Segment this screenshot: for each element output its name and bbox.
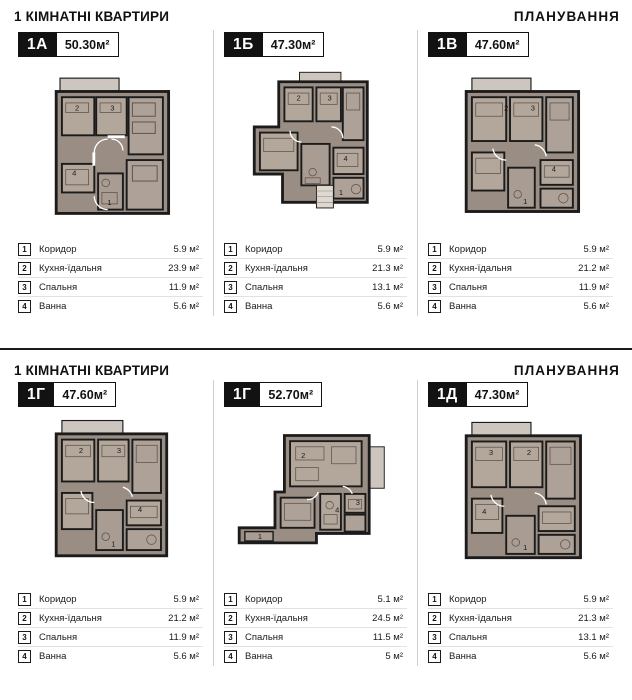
room-name: Спальня xyxy=(449,631,488,643)
room-name: Ванна xyxy=(39,651,67,662)
room-number: 3 xyxy=(428,281,441,294)
svg-text:1: 1 xyxy=(523,196,528,206)
room-area: 5.6 м² xyxy=(173,301,199,312)
room-area: 5.9 м² xyxy=(377,243,403,255)
apartment-code: 1Г xyxy=(224,382,260,407)
list-item xyxy=(18,609,203,628)
apartment-badge xyxy=(224,32,413,57)
page-subtitle: ПЛАНУВАННЯ xyxy=(513,9,620,24)
floor-plan-drawing xyxy=(226,61,405,236)
room-list xyxy=(224,240,407,316)
svg-text:4: 4 xyxy=(72,168,77,178)
floor-plan-drawing xyxy=(430,411,611,586)
apartment-area: 47.30м² xyxy=(467,382,529,407)
list-item xyxy=(224,259,407,278)
svg-text:2: 2 xyxy=(526,447,532,457)
room-area: 5.9 м² xyxy=(173,243,199,255)
room-list xyxy=(428,590,613,666)
room-number: 4 xyxy=(224,650,237,663)
floor-plan-drawing xyxy=(20,411,201,586)
room-area: 11.9 м² xyxy=(578,281,609,293)
svg-text:2: 2 xyxy=(301,451,306,461)
svg-text:4: 4 xyxy=(551,164,556,174)
svg-text:2: 2 xyxy=(78,445,84,455)
room-name: Коридор xyxy=(39,243,77,255)
list-item xyxy=(224,297,407,316)
list-item xyxy=(428,609,613,628)
svg-text:1: 1 xyxy=(523,543,528,553)
room-list xyxy=(18,240,203,316)
list-item xyxy=(18,590,203,609)
apartment-code: 1Г xyxy=(18,382,54,407)
apartment-code: 1Д xyxy=(428,382,467,407)
floor-plan-drawing xyxy=(430,61,611,236)
room-number: 3 xyxy=(18,281,31,294)
room-area: 13.1 м² xyxy=(372,281,403,293)
room-area: 11.9 м² xyxy=(168,281,199,293)
room-number: 4 xyxy=(18,300,31,313)
apartment-area: 52.70м² xyxy=(260,382,322,407)
svg-text:3: 3 xyxy=(488,447,494,457)
room-name: Спальня xyxy=(39,631,78,643)
apartment-card[interactable] xyxy=(8,30,213,316)
cards-row xyxy=(0,380,632,666)
list-item xyxy=(224,647,407,666)
room-area: 11.5 м² xyxy=(372,631,403,643)
room-number: 3 xyxy=(224,281,237,294)
apartments-panel-2 xyxy=(0,350,632,700)
svg-text:1: 1 xyxy=(338,187,344,197)
room-number: 1 xyxy=(428,593,441,606)
room-name: Ванна xyxy=(449,651,477,662)
list-item xyxy=(224,278,407,297)
apartment-area: 50.30м² xyxy=(57,32,119,57)
room-name: Коридор xyxy=(449,243,487,255)
apartment-code: 1А xyxy=(18,32,57,57)
apartment-area: 47.60м² xyxy=(54,382,116,407)
room-name: Кухня-їдальня xyxy=(449,262,512,274)
room-name: Кухня-їдальня xyxy=(449,612,512,624)
room-list xyxy=(428,240,613,316)
room-number: 1 xyxy=(428,243,441,256)
apartment-badge xyxy=(428,32,619,57)
list-item xyxy=(428,240,613,259)
apartment-badge xyxy=(224,382,413,407)
room-number: 2 xyxy=(224,262,237,275)
room-area: 5.6 м² xyxy=(173,651,199,662)
room-name: Ванна xyxy=(245,301,273,312)
room-area: 5.9 м² xyxy=(583,243,609,255)
list-item xyxy=(18,259,203,278)
room-list xyxy=(224,590,407,666)
list-item xyxy=(18,240,203,259)
room-number: 3 xyxy=(428,631,441,644)
apartment-code: 1Б xyxy=(224,32,263,57)
svg-text:2: 2 xyxy=(296,93,301,103)
room-name: Коридор xyxy=(245,593,283,605)
room-number: 4 xyxy=(18,650,31,663)
room-number: 3 xyxy=(18,631,31,644)
room-name: Ванна xyxy=(449,301,477,312)
room-area: 5.6 м² xyxy=(377,301,403,312)
room-name: Кухня-їдальня xyxy=(39,262,102,274)
page-title: 1 КІМНАТНІ КВАРТИРИ xyxy=(14,9,170,24)
room-name: Ванна xyxy=(245,651,273,662)
svg-text:3: 3 xyxy=(327,93,332,103)
room-number: 1 xyxy=(224,243,237,256)
list-item xyxy=(428,590,613,609)
room-number: 2 xyxy=(18,262,31,275)
list-item xyxy=(18,297,203,316)
page-subtitle: ПЛАНУВАННЯ xyxy=(513,362,620,378)
list-item xyxy=(18,278,203,297)
apartment-card[interactable] xyxy=(213,380,418,666)
room-area: 5 м² xyxy=(385,651,403,662)
apartment-area: 47.60м² xyxy=(467,32,529,57)
room-name: Спальня xyxy=(39,281,78,293)
floor-plan-drawing xyxy=(20,61,201,236)
room-number: 2 xyxy=(18,612,31,625)
room-area: 5.6 м² xyxy=(583,651,609,662)
room-area: 21.3 м² xyxy=(372,262,403,274)
room-number: 4 xyxy=(224,300,237,313)
room-number: 3 xyxy=(224,631,237,644)
room-area: 13.1 м² xyxy=(578,631,609,643)
svg-text:1: 1 xyxy=(257,532,263,542)
room-number: 2 xyxy=(428,262,441,275)
svg-text:1: 1 xyxy=(107,197,112,207)
svg-text:3: 3 xyxy=(110,103,115,113)
list-item xyxy=(224,590,407,609)
room-area: 5.6 м² xyxy=(583,301,609,312)
svg-text:3: 3 xyxy=(355,498,360,508)
room-name: Коридор xyxy=(39,593,77,605)
svg-text:3: 3 xyxy=(116,445,122,455)
cards-row xyxy=(0,30,632,316)
svg-text:4: 4 xyxy=(343,153,348,163)
room-number: 4 xyxy=(428,650,441,663)
room-name: Спальня xyxy=(245,631,284,643)
room-area: 21.3 м² xyxy=(578,612,609,624)
room-area: 5.9 м² xyxy=(173,593,199,605)
list-item xyxy=(224,628,407,647)
room-number: 1 xyxy=(18,243,31,256)
room-area: 5.1 м² xyxy=(377,593,403,605)
room-name: Спальня xyxy=(245,281,284,293)
apartment-badge xyxy=(428,382,619,407)
list-item xyxy=(428,628,613,647)
list-item xyxy=(428,259,613,278)
room-name: Кухня-їдальня xyxy=(245,612,308,624)
room-name: Кухня-їдальня xyxy=(39,612,102,624)
room-area: 24.5 м² xyxy=(372,612,403,624)
room-name: Ванна xyxy=(39,301,67,312)
list-item xyxy=(428,647,613,666)
room-number: 4 xyxy=(428,300,441,313)
apartment-card[interactable] xyxy=(213,30,418,316)
list-item xyxy=(428,297,613,316)
room-area: 11.9 м² xyxy=(168,631,199,643)
list-item xyxy=(18,628,203,647)
svg-text:3: 3 xyxy=(530,103,535,113)
svg-text:1: 1 xyxy=(111,539,116,549)
list-item xyxy=(224,609,407,628)
apartment-code: 1В xyxy=(428,32,467,57)
apartment-card[interactable] xyxy=(8,380,213,666)
apartment-badge xyxy=(18,32,209,57)
svg-text:4: 4 xyxy=(137,504,143,514)
room-area: 21.2 м² xyxy=(578,262,609,274)
room-number: 1 xyxy=(224,593,237,606)
svg-text:2: 2 xyxy=(75,103,80,113)
panel-header xyxy=(0,0,632,30)
room-name: Коридор xyxy=(449,593,487,605)
page-title: 1 КІМНАТНІ КВАРТИРИ xyxy=(14,362,170,378)
room-area: 5.9 м² xyxy=(583,593,609,605)
panel-header xyxy=(0,350,632,380)
svg-text:2: 2 xyxy=(504,103,509,113)
room-area: 21.2 м² xyxy=(168,612,199,624)
room-name: Кухня-їдальня xyxy=(245,262,308,274)
list-item xyxy=(428,278,613,297)
apartment-card[interactable] xyxy=(418,380,623,666)
room-number: 1 xyxy=(18,593,31,606)
floor-plan-drawing xyxy=(226,411,405,586)
room-name: Коридор xyxy=(245,243,283,255)
apartment-area: 47.30м² xyxy=(263,32,325,57)
list-item xyxy=(224,240,407,259)
apartment-card[interactable] xyxy=(418,30,623,316)
room-area: 23.9 м² xyxy=(168,262,199,274)
apartment-badge xyxy=(18,382,209,407)
list-item xyxy=(18,647,203,666)
room-number: 2 xyxy=(428,612,441,625)
room-list xyxy=(18,590,203,666)
svg-text:4: 4 xyxy=(482,506,487,516)
svg-text:4: 4 xyxy=(335,505,340,515)
room-number: 2 xyxy=(224,612,237,625)
room-name: Спальня xyxy=(449,281,488,293)
